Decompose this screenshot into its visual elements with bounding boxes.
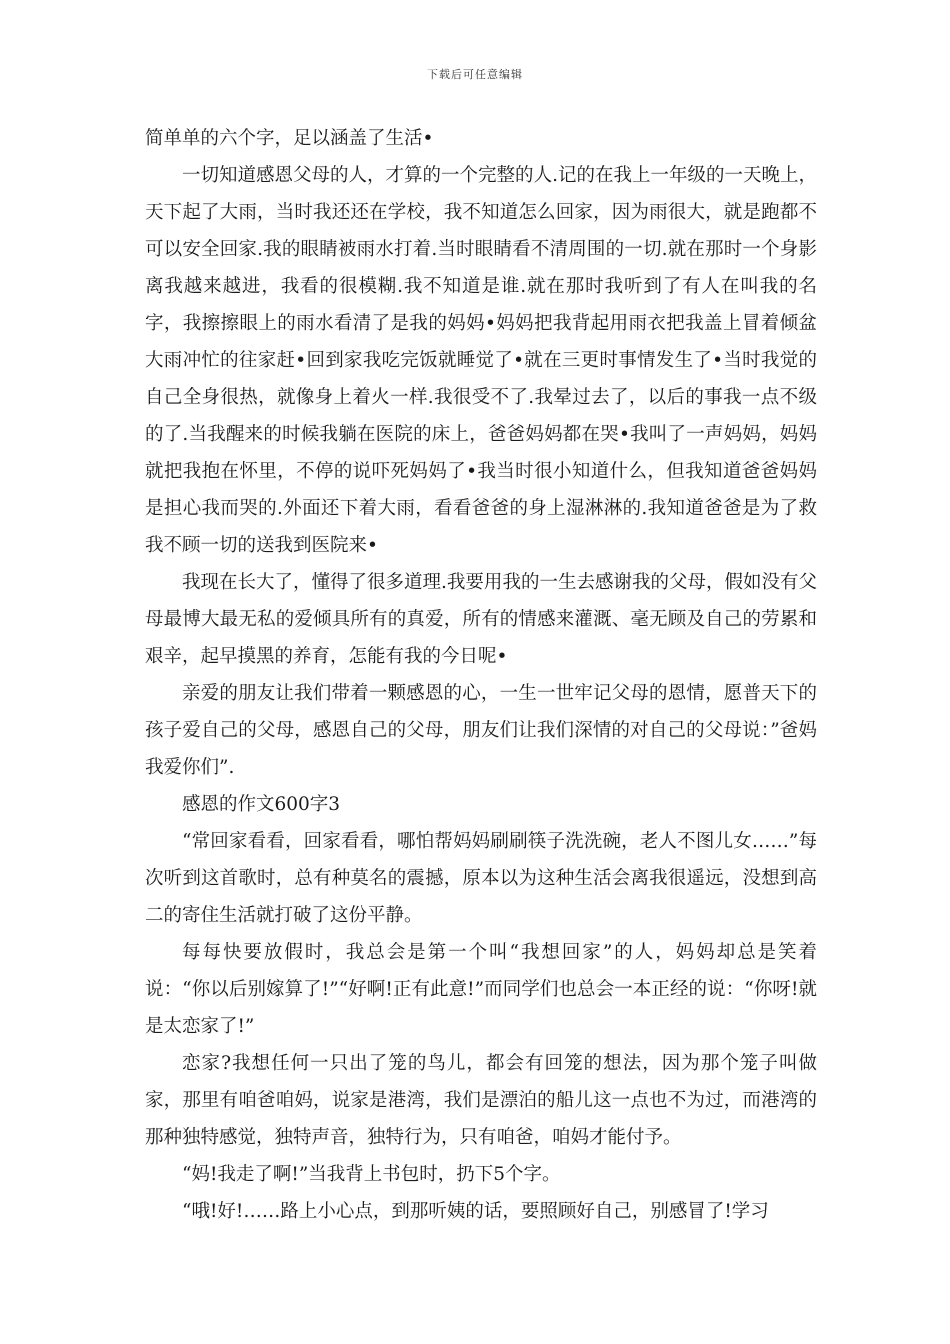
- section-title: 感恩的作文600字3: [182, 794, 341, 815]
- paragraph-song-lyrics: “常回家看看，回家看看，哪怕帮妈妈刷刷筷子洗洗碗，老人不图儿女……”每次听到这首歌时，总有种莫名的震撼，原本以为这种生活会离我很遥远，没想到高二的寄住生活就打破了这份平静。: [145, 831, 817, 926]
- paragraph-going-home: 每每快要放假时，我总会是第一个叫“我想回家”的人，妈妈却总是笑着说：“你以后别嫁算了!”“好啊!正有此意!”而同学们也总会一本正经的说：“你呀!就是太恋家了!”: [145, 942, 817, 1037]
- paragraph-call-to-friends: 亲爱的朋友让我们带着一颗感恩的心，一生一世牢记父母的恩情，愿普天下的孩子爱自己的父母，感恩自己的父母，朋友们让我们深情的对自己的父母说：”爸妈我爱你们”.: [145, 683, 817, 778]
- paragraph-leaving: “妈!我走了啊!”当我背上书包时，扔下5个字。: [182, 1164, 561, 1185]
- paragraph-home-harbor: 恋家?我想任何一只出了笼的鸟儿，都会有回笼的想法，因为那个笼子叫做家，那里有咱爸咱妈，说家是港湾，我们是漂泊的船儿这一点也不为过，而港湾的那种独特感觉，独特声音，独特行为，只有咱爸，咱妈才能付予。: [145, 1053, 817, 1148]
- paragraph-mother-reply: “哦!好!……路上小心点，到那听姨的话，要照顾好自己，别感冒了!学习: [182, 1201, 769, 1222]
- page-header-note: 下载后可任意编辑: [427, 68, 523, 81]
- paragraph-rainy-night-story: 一切知道感恩父母的人，才算的一个完整的人.记的在我上一年级的一天晚上，天下起了大雨，当时我还还在学校，我不知道怎么回家，因为雨很大，就是跑都不可以安全回家.我的眼睛被雨水打着.当时眼睛看不清周围的一切.就在那时一个身影离我越来越进，我看的很模糊.我不知道是谁.就在那时我听到了有人在叫我的名字，我擦擦眼上的雨水看清了是我的妈妈•妈妈把我背起用雨衣把我盖上冒着倾盆大雨冲忙的往家赶•回到家我吃完饭就睡觉了•就在三更时事情发生了•当时我觉的自己全身很热，就像身上着火一样.我很受不了.我晕过去了，以后的事我一点不级的了.当我醒来的时候我躺在医院的床上，爸爸妈妈都在哭•我叫了一声妈妈，妈妈就把我抱在怀里，不停的说吓死妈妈了•我当时很小知道什么，但我知道爸爸妈妈是担心我而哭的.外面还下着大雨，看看爸爸的身上湿淋淋的.我知道爸爸是为了救我不顾一切的送我到医院来•: [145, 165, 817, 556]
- paragraph-grown-up-gratitude: 我现在长大了，懂得了很多道理.我要用我的一生去感谢我的父母，假如没有父母最博大最无私的爱倾具所有的真爱，所有的情感来灌溉、毫无顾及自己的劳累和艰辛，起早摸黑的养育，怎能有我的今日呢•: [145, 572, 817, 667]
- paragraph-opening-fragment: 简单单的六个字，足以涵盖了生活•: [145, 128, 434, 149]
- document-body: [145, 120, 817, 1230]
